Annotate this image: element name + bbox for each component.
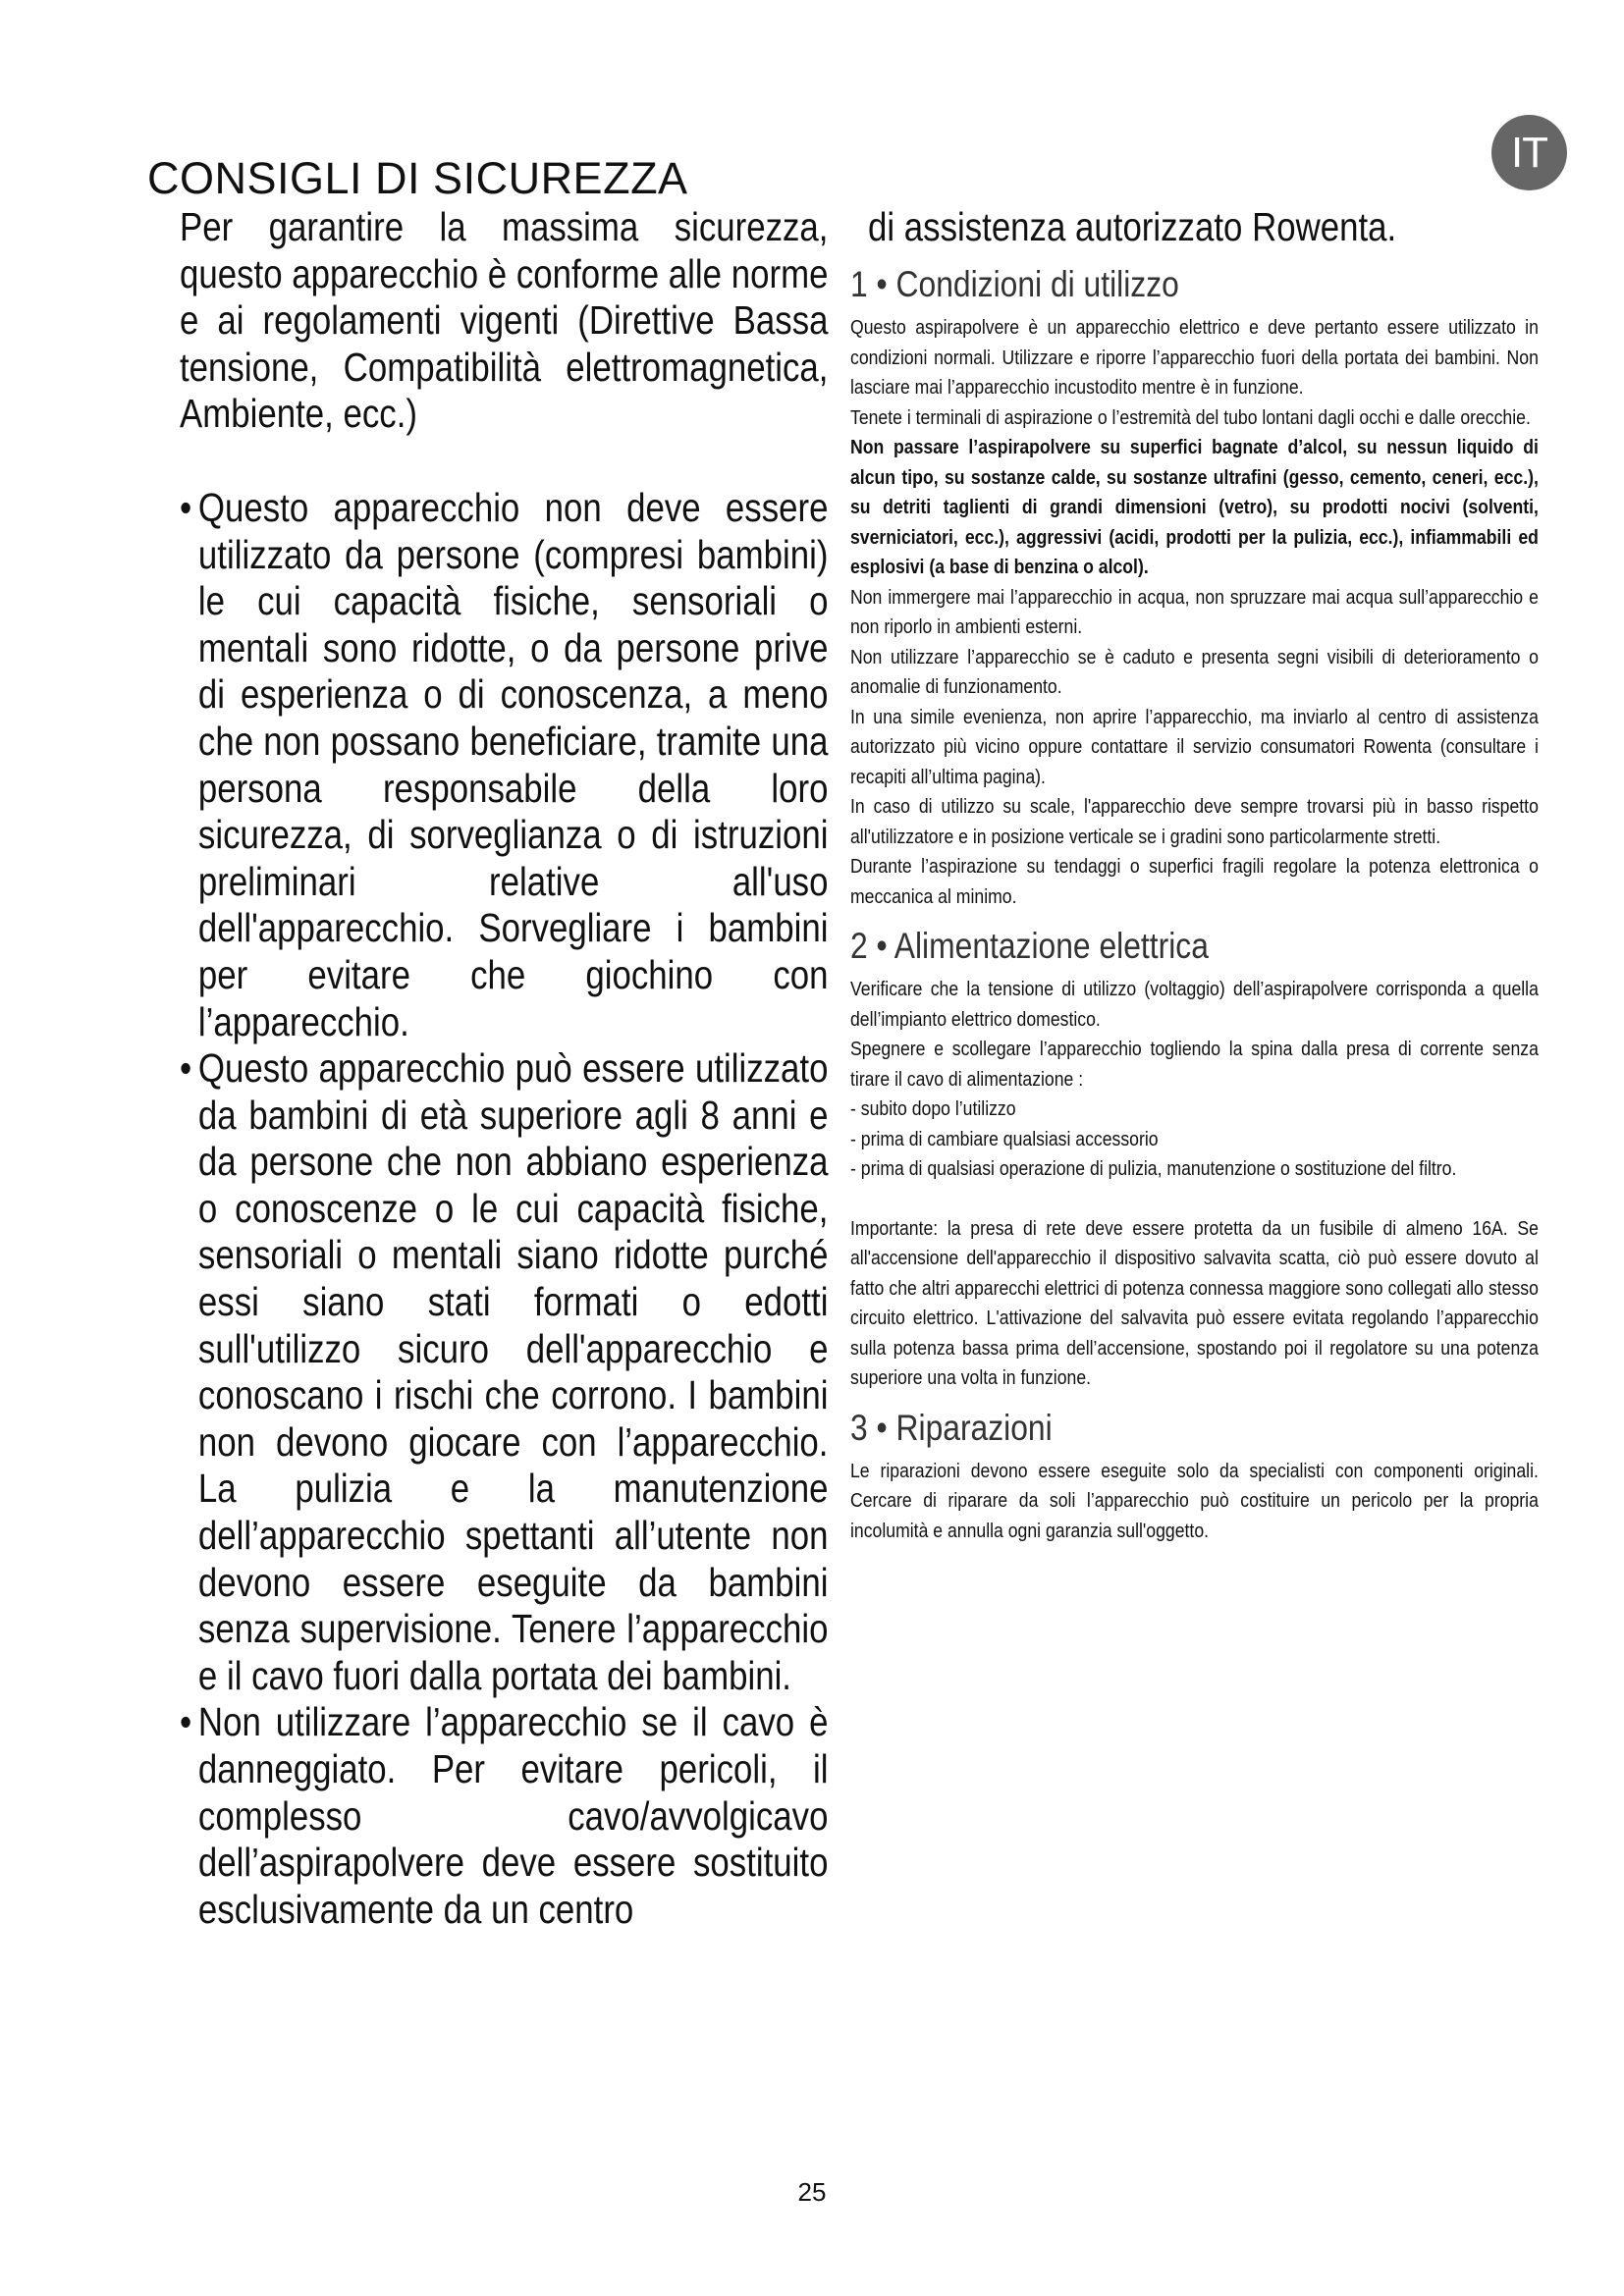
section-paragraph: Non immergere mai l’apparecchio in acqua, non spruzzare mai acqua sull’apparecchio e non riporlo in ambienti esterni.	[850, 585, 1539, 638]
section-conditions	[850, 262, 1538, 912]
bullet-item: • Questo apparecchio può essere utilizzato da bambini di età superiore agli 8 anni e da persone che non abbiano esperienza o conoscenze o le cui capacità fisiche, sensoriali o mentali siano ridotte purché essi siano stati formati o edotti sull'utilizzo sicuro dell'apparecchio e conoscano i rischi che corrono. I bambini non devono giocare con l’apparecchio. La pulizia e la manutenzione dell’apparecchio spettanti all’utente non devono essere eseguite da bambini senza supervisione. Tenere l’apparecchio e il cavo fuori dalla portata dei bambini.	[180, 1045, 828, 1699]
section-paragraph: Importante: la presa di rete deve essere protetta da un fusibile di almeno 16A. Se all'accensione dell'apparecchio il dispositivo salvavita scatta, ciò può essere dovuto al fatto che altri apparecchi elettrici di potenza connessa maggiore sono collegati allo stesso circuito elettrico. L'attivazione del salvavita può essere evitata regolando l’apparecchio sulla potenza bassa prima dell’accensione, spostando poi il regolatore su una potenza superiore una volta in funzione.	[850, 1216, 1539, 1389]
section-paragraph: Tenete i terminali di aspirazione o l’estremità del tubo lontani dagli occhi e dalle orecchie.	[850, 405, 1531, 429]
section-paragraph-bold: Non passare l’aspirapolvere su superfici bagnate d’alcol, su nessun liquido di alcun tipo, su sostanze calde, su sostanze ultrafini (gesso, cemento, ceneri, ecc.), su detriti taglienti di grandi dimensioni (vetro), su prodotti nocivi (solventi, sverniciatori, ecc.), aggressivi (acidi, prodotti per la pulizia, ecc.), infiammabili ed esplosivi (a base di benzina o alcol).	[850, 436, 1539, 578]
section-power-supply	[850, 924, 1538, 1394]
section-heading: 1 • Condizioni di utilizzo	[850, 264, 1179, 304]
section-body	[850, 313, 1539, 912]
continuation-text: di assistenza autorizzato Rowenta.	[868, 204, 1397, 249]
section-paragraph: Durante l’aspirazione su tendaggi o superfici fragili regolare la potenza elettronica o meccanica al minimo.	[850, 855, 1539, 908]
section-paragraph: In una simile evenienza, non aprire l’apparecchio, ma inviarlo al centro di assistenza autorizzato più vicino oppure contattare il servizio consumatori Rowenta (consultare i recapiti all’ultima pagina).	[850, 705, 1539, 788]
section-paragraph: Questo aspirapolvere è un apparecchio elettrico e deve pertanto essere utilizzato in condizioni normali. Utilizzare e riporre l’apparecchio fuori della portata dei bambini. Non lasciare mai l’apparecchio incustodito mentre è in funzione.	[850, 316, 1539, 399]
section-paragraph: Le riparazioni devono essere eseguite solo da specialisti con componenti originali. Cercare di riparare da soli l’apparecchio può costituire un pericolo per la propria incolumità e annulla ogni garanzia sull'oggetto.	[850, 1459, 1539, 1542]
page-title: CONSIGLI DI SICUREZZA	[147, 153, 688, 203]
section-list-item: - prima di qualsiasi operazione di pulizia, manutenzione o sostituzione del filtro.	[850, 1157, 1457, 1180]
section-body	[850, 1457, 1539, 1547]
section-body	[850, 975, 1539, 1394]
page-number: 25	[797, 2177, 827, 2207]
section-list-item: - prima di cambiare qualsiasi accessorio	[850, 1127, 1159, 1150]
right-column	[850, 204, 1538, 1546]
bullet-item: • Non utilizzare l’apparecchio se il cavo è danneggiato. Per evitare pericoli, il complesso cavo/avvolgicavo dell’aspirapolvere deve essere sostituito esclusivamente da un centro	[180, 1699, 828, 1933]
left-column	[180, 204, 829, 1933]
section-heading: 3 • Riparazioni	[850, 1407, 1053, 1448]
intro-paragraph: Per garantire la massima sicurezza, questo apparecchio è conforme alle norme e ai regolamenti vigenti (Direttive Bassa tensione, Compatibilità elettromagnetica, Ambiente, ecc.)	[180, 204, 829, 437]
bullet-list	[180, 485, 828, 1933]
bullet-item: • Questo apparecchio non deve essere utilizzato da persone (compresi bambini) le cui capacità fisiche, sensoriali o mentali sono ridotte, o da persone prive di esperienza o di conoscenza, a meno che non possano beneficiare, tramite una persona responsabile della loro sicurezza, di sorveglianza o di istruzioni preliminari relative all'uso dell'apparecchio. Sorvegliare i bambini per evitare che giochino con l’apparecchio.	[180, 485, 828, 1045]
spacer	[850, 1185, 1539, 1214]
section-paragraph: Spegnere e scollegare l’apparecchio togliendo la spina dalla presa di corrente senza tirare il cavo di alimentazione :	[850, 1038, 1539, 1091]
section-repairs	[850, 1406, 1538, 1547]
section-list-item: - subito dopo l’utilizzo	[850, 1097, 1016, 1120]
section-heading: 2 • Alimentazione elettrica	[850, 926, 1209, 966]
section-paragraph: Verificare che la tensione di utilizzo (voltaggio) dell’aspirapolvere corrisponda a quella dell’impianto elettrico domestico.	[850, 978, 1539, 1031]
section-paragraph: In caso di utilizzo su scale, l'apparecchio deve sempre trovarsi più in basso rispetto all'utilizzatore e in posizione verticale se i gradini sono particolarmente stretti.	[850, 795, 1539, 848]
language-badge: IT	[1491, 115, 1567, 190]
section-paragraph: Non utilizzare l’apparecchio se è caduto e presenta segni visibili di deterioramento o anomalie di funzionamento.	[850, 645, 1539, 698]
